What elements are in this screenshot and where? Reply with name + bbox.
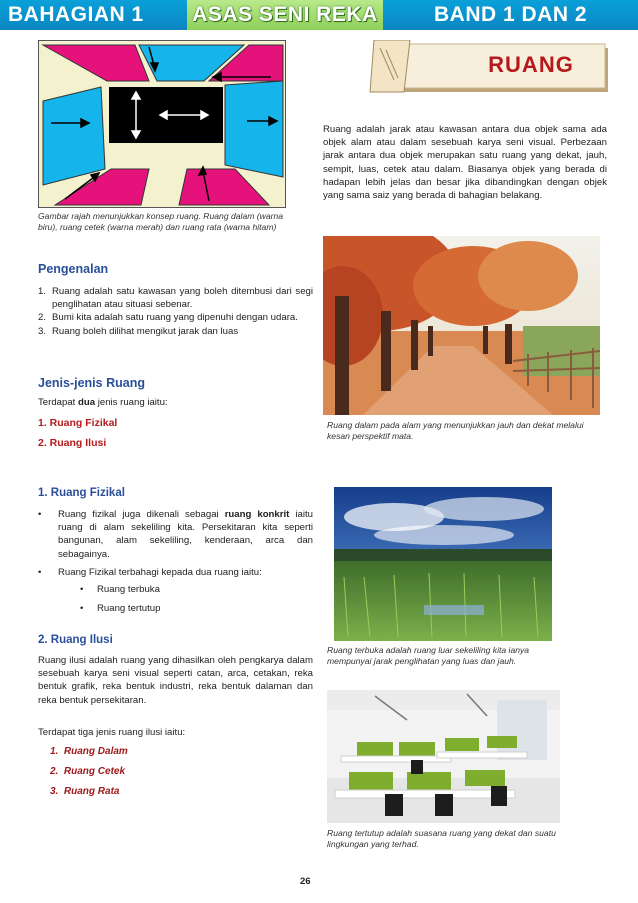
pengenalan-list — [38, 285, 313, 338]
autumn-path-photo — [323, 236, 600, 415]
jenis-heading: Jenis-jenis Ruang — [38, 376, 145, 390]
ilusi-item-rata: 3. Ruang Rata — [50, 786, 120, 797]
photo2-caption: Ruang terbuka adalah ruang luar sekeliling kita ianya mempunyai jarak penglihatan yang luas dan jauh. — [327, 645, 530, 667]
band-label: BAND 1 DAN 2 — [383, 0, 638, 30]
jenis-item-ilusi: 2. Ruang Ilusi — [38, 437, 107, 449]
ilusi-description: Ruang ilusi adalah ruang yang dihasilkan oleh pengkarya dalam sesebuah karya seni visual seperti catan, arca, cetakan, reka bentuk grafik, reka bentuk industri, reka bentuk dalaman dan reka bentuk persekitaran. — [38, 655, 313, 706]
ilusi-heading: 2. Ruang Ilusi — [38, 634, 113, 646]
ilusi-item-dalam: 1. Ruang Dalam — [50, 746, 128, 757]
photo3-caption: Ruang tertutup adalah suasana ruang yang dekat dan suatu lingkungan yang terhad. — [327, 828, 556, 850]
space-diagram-graphic — [39, 41, 286, 208]
page-number: 26 — [300, 876, 311, 887]
section-label: BAHAGIAN 1 — [0, 0, 187, 30]
fizikal-sub-terbuka: • Ruang terbuka — [80, 584, 160, 595]
pengenalan-item: 1. Ruang adalah satu kawasan yang boleh ditembusi dari segi penglihatan atau situasi sebenar. — [38, 286, 313, 311]
pengenalan-item: 3. Ruang boleh dilihat mengikut jarak dan luas — [38, 325, 239, 337]
intro-paragraph: Ruang adalah jarak atau kawasan antara dua objek sama ada objek alam atau dalam sesebuah karya seni visual. Perbezaan jarak antara dua objek merupakan satu ruang yang dekat, jauh, sempit, luas, cetek atau dalam. Biasanya objek yang berada di hadapan lebih jelas dan besar jika dibandingkan dengan objek yang sama saiz yang berada di bahagian belakang. — [323, 124, 607, 202]
ilusi-item-cetek: 2. Ruang Cetek — [50, 766, 126, 777]
ilusi-lead: Terdapat tiga jenis ruang ilusi iaitu: — [38, 727, 186, 738]
subject-label: ASAS SENI REKA — [187, 0, 383, 30]
fizikal-heading: 1. Ruang Fizikal — [38, 487, 125, 499]
fizikal-bullet-2: • Ruang Fizikal terbahagi kepada dua ruang iaitu: — [38, 567, 262, 578]
fizikal-bullet-1: • Ruang fizikal juga dikenali sebagai ruang konkrit iaitu ruang di alam sekeliling kita. Persekitaran kita seperti bangunan, alam sekeliling, kenderaan, arca dan sebagainya. — [38, 509, 313, 560]
office-photo — [327, 690, 560, 823]
diagram-caption: Gambar rajah menunjukkan konsep ruang. Ruang dalam (warna biru), ruang cetek (warna merah) dan ruang rata (warna hitam) — [38, 211, 284, 233]
jenis-lead: Terdapat dua jenis ruang iaitu: — [38, 397, 168, 408]
space-concept-diagram — [38, 40, 286, 208]
pengenalan-heading: Pengenalan — [38, 262, 109, 276]
fizikal-sub-tertutup: • Ruang tertutup — [80, 603, 161, 614]
paddy-field-photo — [334, 487, 552, 641]
pengenalan-item: 2. Bumi kita adalah satu ruang yang dipenuhi dengan udara. — [38, 312, 298, 324]
jenis-item-fizikal: 1. Ruang Fizikal — [38, 417, 118, 429]
ruang-banner — [364, 40, 608, 95]
photo1-caption: Ruang dalam pada alam yang menunjukkan jauh dan dekat melalui kesan perspektif mata. — [327, 420, 584, 442]
ruang-title: RUANG — [488, 52, 574, 77]
